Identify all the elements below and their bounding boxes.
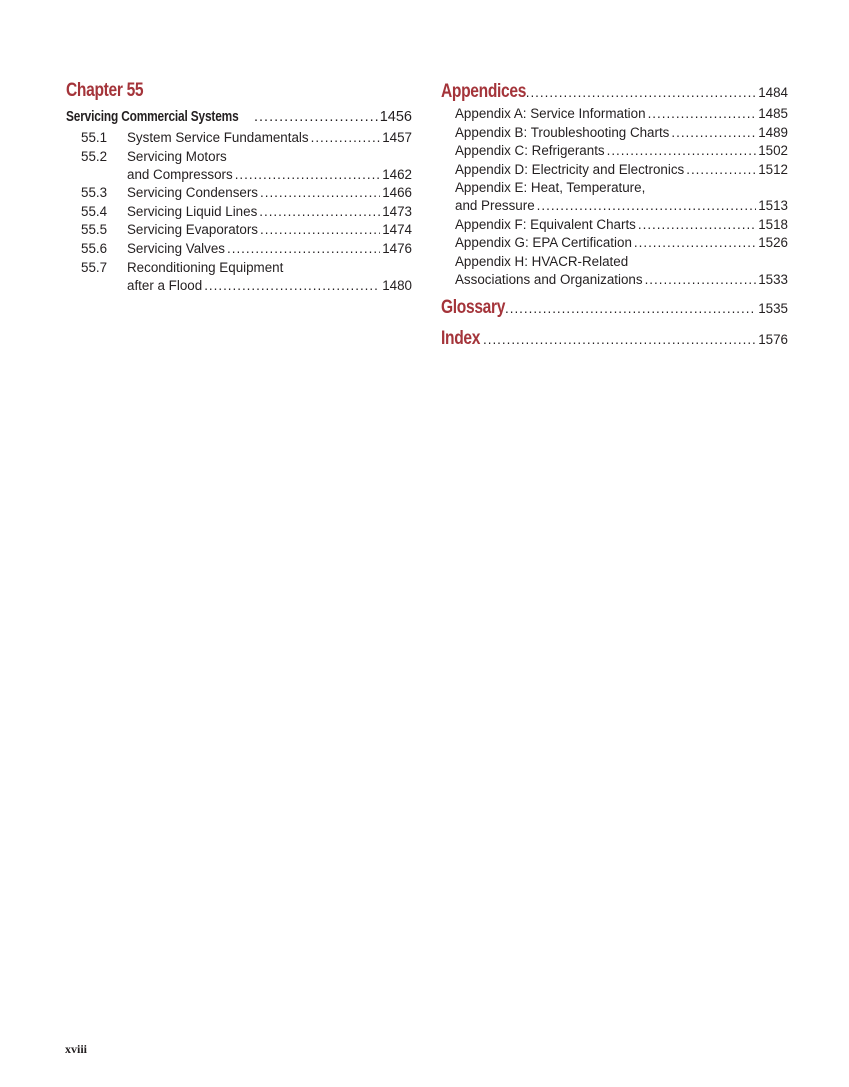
page-number: 1535 [758,301,788,316]
appendix-title: Appendix A: Service Information [455,106,646,121]
appendix-entry[interactable] [455,162,788,178]
dot-leader [254,108,378,126]
appendix-title: Appendix C: Refrigerants [455,143,605,158]
dot-leader [634,235,756,251]
dot-leader [671,125,756,141]
page-number: 1456 [379,109,412,125]
appendices-entry[interactable] [441,81,788,104]
page-number: 1480 [382,278,412,293]
dot-leader [260,222,380,238]
section-number: 55.1 [81,130,108,145]
page-number: 1473 [382,204,412,219]
appendix-entry[interactable] [455,143,788,159]
section-title: Servicing Condensers [127,185,258,200]
page-number: 1576 [758,332,788,347]
page-number: 1485 [758,106,788,121]
section-number: 55.2 [81,149,108,164]
page-number: 1462 [382,167,412,182]
dot-leader [638,217,756,233]
section-title: Servicing Evaporators [127,222,258,237]
section-title-continued: after a Flood [127,278,203,293]
section-number: 55.3 [81,185,108,200]
dot-leader [648,106,757,122]
appendix-entry[interactable] [455,106,788,122]
appendix-title: Appendix B: Troubleshooting Charts [455,125,670,140]
appendix-title: Appendix H: HVACR-Related [455,254,629,269]
section-number: 55.7 [81,260,108,275]
chapter-label: Chapter 55 [66,80,144,101]
dot-leader [521,82,756,104]
appendix-title: Appendix G: EPA Certification [455,235,632,250]
page-number: 1502 [758,143,788,158]
page-number: 1518 [758,217,788,232]
dot-leader [204,278,380,294]
dot-leader [607,143,757,159]
appendix-title-continued: Associations and Organizations [455,272,643,287]
section-title: System Service Fundamentals [127,130,309,145]
section-title: Servicing Motors [127,149,227,164]
section-title-continued: and Compressors [127,167,233,182]
section-number: 55.4 [81,204,108,219]
page-folio: xviii [65,1042,88,1056]
appendix-title: Appendix E: Heat, Temperature, [455,180,646,195]
page-number: 1466 [382,185,412,200]
section-number: 55.6 [81,241,108,256]
appendix-entry[interactable] [455,217,788,233]
page-number: 1484 [758,85,788,100]
dot-leader [311,130,381,146]
dot-leader [483,329,756,351]
section-title: Reconditioning Equipment [127,260,284,275]
dot-leader [260,185,380,201]
page-number: 1476 [382,241,412,256]
chapter-title: Servicing Commercial Systems [66,109,239,125]
page-number: 1533 [758,272,788,287]
page-number: 1474 [382,222,412,237]
glossary-heading: Glossary [441,297,506,318]
dot-leader [227,241,380,257]
section-number: 55.5 [81,222,108,237]
dot-leader [259,204,380,220]
chapter-title-entry[interactable] [66,108,412,126]
section-title: Servicing Liquid Lines [127,204,258,219]
index-heading: Index [441,328,481,349]
page-number: 1513 [758,198,788,213]
appendix-entry[interactable] [455,235,788,251]
appendix-title: Appendix F: Equivalent Charts [455,217,636,232]
dot-leader [537,198,757,214]
dot-leader [505,298,756,320]
section-title: Servicing Valves [127,241,225,256]
page-number: 1512 [758,162,788,177]
page-number: 1457 [382,130,412,145]
index-entry[interactable] [441,328,788,351]
page-number: 1526 [758,235,788,250]
appendix-title: Appendix D: Electricity and Electronics [455,162,685,177]
dot-leader [645,272,757,288]
appendix-entry[interactable] [455,180,788,214]
appendix-entry[interactable] [455,125,788,141]
page-number: 1489 [758,125,788,140]
glossary-entry[interactable] [441,297,788,320]
appendix-entry[interactable] [455,254,788,288]
appendix-title-continued: and Pressure [455,198,535,213]
appendices-heading: Appendices [441,81,527,102]
dot-leader [686,162,756,178]
dot-leader [235,167,381,183]
